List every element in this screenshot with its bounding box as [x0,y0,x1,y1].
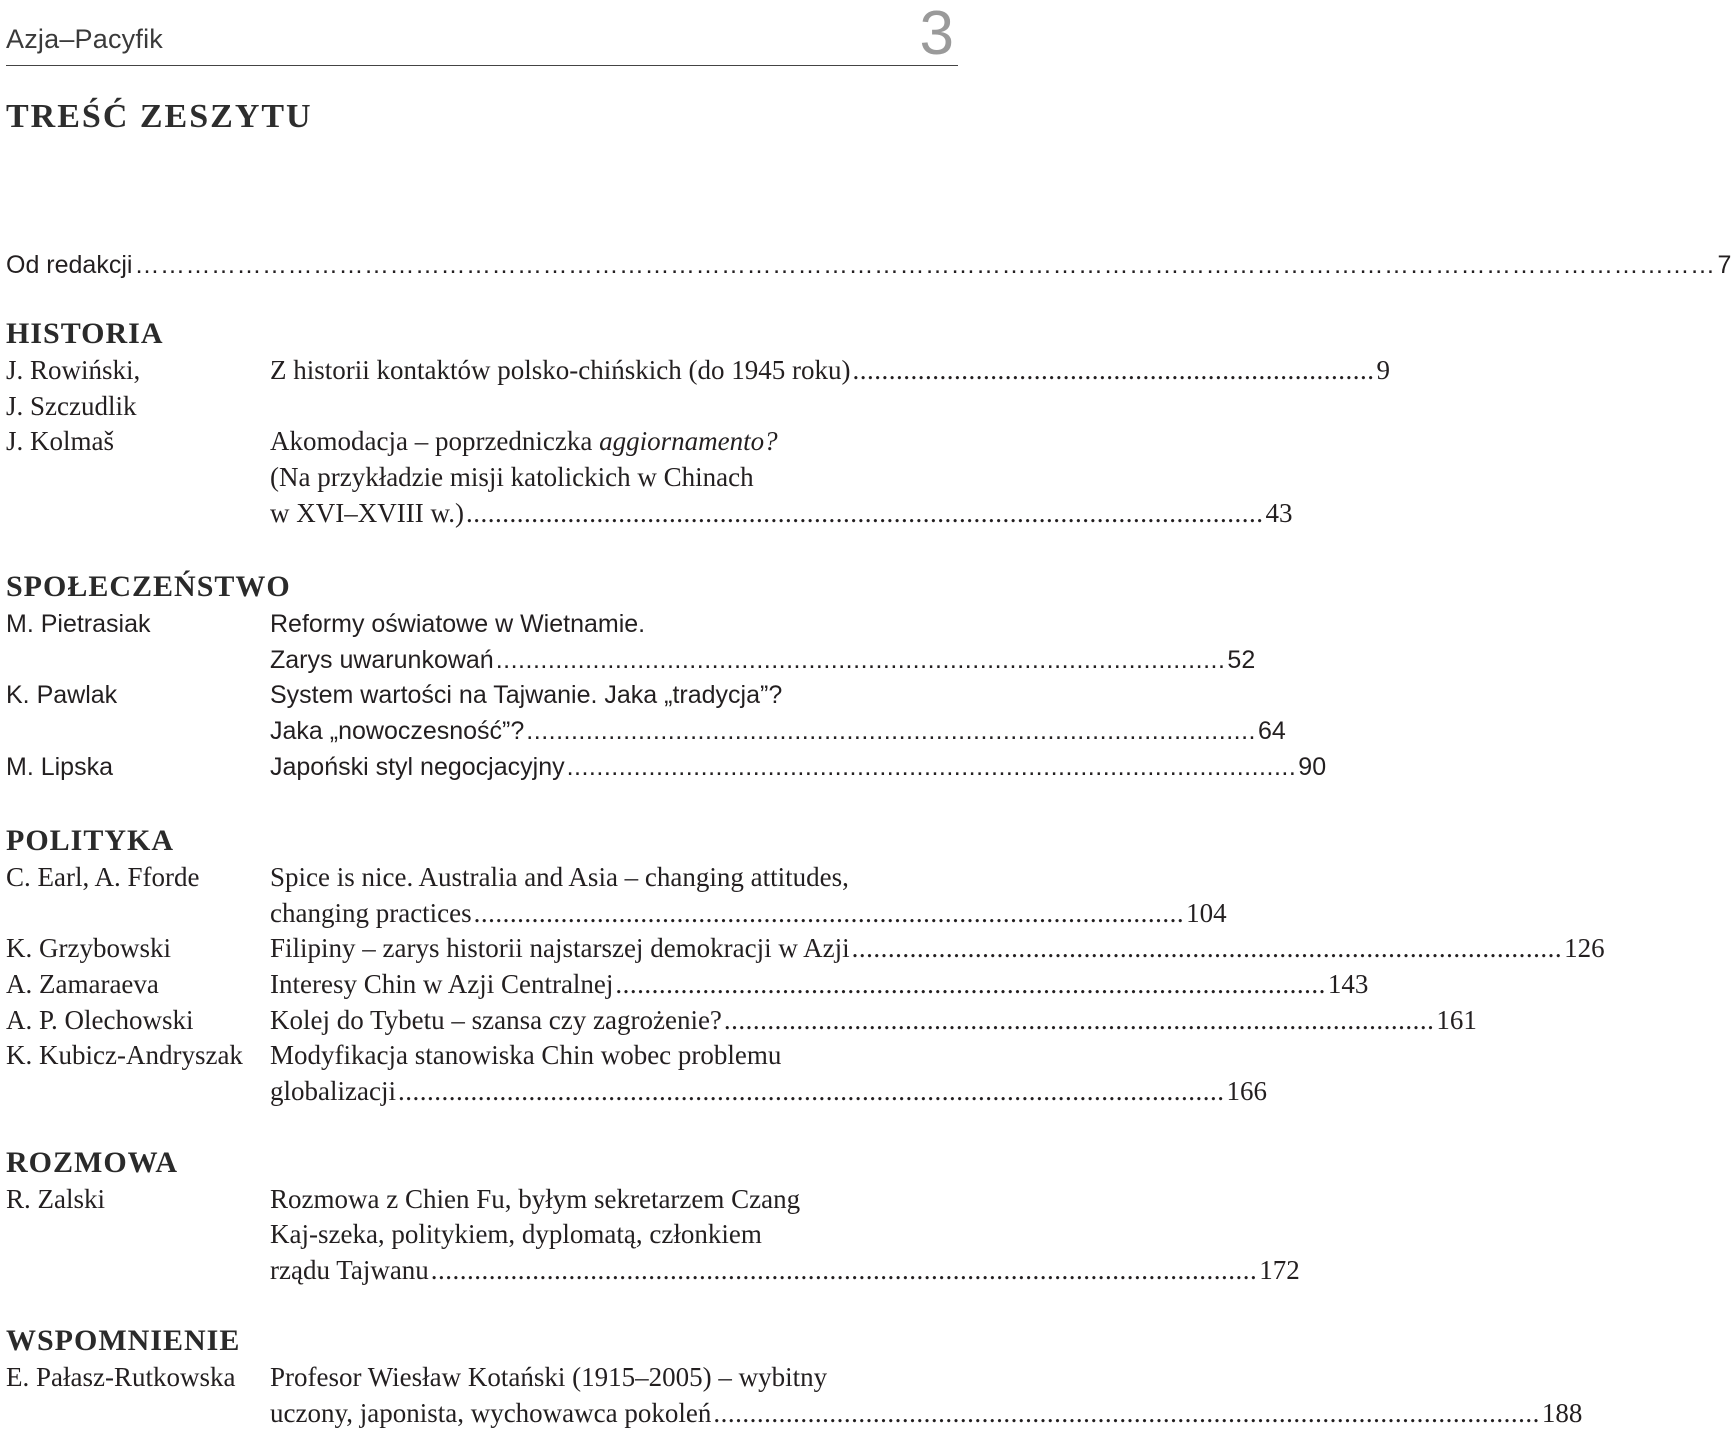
toc-entry[interactable] [270,895,1227,931]
toc-row [0,606,960,642]
toc-leader: .................................................................................................. [473,898,1185,928]
toc-entry[interactable] [270,495,1293,531]
section-heading-historia: HISTORIA [6,317,164,350]
toc-page: 126 [1564,933,1605,963]
toc-title: Filipiny – zarys historii najstarszej demokracji w Azji [270,933,850,963]
toc-entry[interactable] [270,1002,1477,1038]
toc-row [0,388,960,424]
toc-row [0,352,1390,388]
toc-row [0,642,1256,678]
toc-entry[interactable] [270,966,1369,1002]
toc-title: Interesy Chin w Azji Centralnej [270,969,614,999]
toc-author: J. Rowiński, [6,355,141,385]
toc-title-line[interactable]: System wartości na Tajwanie. Jaka „tradycja”? [270,681,783,709]
toc-row [0,1181,960,1217]
toc-leader: .................................................................................................. [615,969,1326,999]
toc-entry[interactable] [6,247,1731,283]
toc-page: 90 [1298,753,1327,781]
section-heading-polityka: POLITYKA [6,824,175,857]
toc-author: R. Zalski [6,1184,105,1214]
toc-leader: .................................................................................................................. [430,1255,1258,1285]
toc-title-line[interactable]: Profesor Wiesław Kotański (1915–2005) – wybitny [270,1362,828,1392]
toc-row [0,930,1605,966]
toc-row [0,859,960,895]
section-heading-wspomnienie: WSPOMNIENIE [6,1324,241,1357]
section-heading-spoleczenstwo: SPOŁECZEŃSTWO [6,570,291,603]
toc-row [0,1073,1267,1109]
toc-page: 7 [1717,251,1731,279]
toc-author: J. Szczudlik [6,391,137,421]
toc-page: 64 [1258,717,1286,745]
toc-page: 188 [1541,1398,1583,1428]
toc-author: A. Zamaraeva [6,969,159,999]
toc-row [0,677,960,713]
toc-title: changing practices [270,898,472,928]
toc-title: Od redakcji [6,251,133,279]
toc-row [0,1359,960,1395]
toc-title-line[interactable]: Modyfikacja stanowiska Chin wobec problemu [270,1040,782,1070]
toc-page: 143 [1327,969,1369,999]
toc-title-line: Kaj-szeka, politykiem, dyplomatą, członkiem [270,1219,762,1249]
toc-row [0,713,1286,749]
toc-title: Kolej do Tybetu – szansa czy zagrożenie? [270,1005,722,1035]
toc-page: 172 [1259,1255,1300,1285]
toc-row [0,423,960,459]
toc-author: A. P. Olechowski [6,1005,194,1035]
toc-entry[interactable] [270,1395,1583,1431]
toc-title: globalizacji [270,1076,396,1106]
toc-page: 104 [1186,898,1227,928]
toc-entry[interactable] [270,1252,1300,1288]
toc-leader: .................................................................................................. [566,753,1297,781]
toc-entry[interactable] [270,713,1286,749]
toc-author: K. Grzybowski [6,933,171,963]
toc-author: E. Pałasz-Rutkowska [6,1362,236,1392]
toc-row [0,1395,1583,1431]
page-title: TREŚĆ ZESZYTU [6,98,313,135]
toc-title: Japoński styl negocjacyjny [270,753,565,781]
toc-entry[interactable] [270,749,1327,785]
toc-entry[interactable] [270,642,1256,678]
toc-row [0,749,1327,785]
page-number: 3 [919,0,954,68]
toc-title-line[interactable]: Akomodacja – poprzedniczka aggiornamento? [270,426,778,456]
toc-leader: .............................................................................................................. [465,498,1264,528]
toc-leader: .................................................................................................. [723,1005,1435,1035]
toc-title: Jaka „nowoczesność”? [270,717,525,745]
toc-leader: …………………………………………………………………………………………………………………………………………………………………… [134,251,1716,279]
toc-author: K. Kubicz-Andryszak [6,1040,243,1070]
toc-page: 52 [1227,646,1256,674]
toc-author: J. Kolmaš [6,426,114,456]
toc-title-line: (Na przykładzie misji katolickich w Chinach [270,462,754,492]
toc-row [0,1002,1477,1038]
toc-title: uczony, japonista, wychowawca pokoleń [270,1398,712,1428]
toc-entry[interactable] [270,930,1605,966]
toc-title-line[interactable]: Reformy oświatowe w Wietnamie. [270,610,646,638]
toc-row [0,1252,1300,1288]
toc-author: M. Pietrasiak [6,610,151,638]
section-heading-rozmowa: ROZMOWA [6,1146,178,1179]
toc-title: rządu Tajwanu [270,1255,429,1285]
toc-row [0,1037,960,1073]
toc-leader: .................................................................................................. [526,717,1256,745]
toc-title-line[interactable]: Spice is nice. Australia and Asia – changing attitudes, [270,862,849,892]
toc-entry[interactable] [270,352,1390,388]
toc-title-line[interactable]: Rozmowa z Chien Fu, byłym sekretarzem Czang [270,1184,801,1214]
toc-row [0,459,960,495]
toc-title: Z historii kontaktów polsko-chińskich (do 1945 roku) [270,355,851,385]
toc-row-intro [0,247,1731,283]
toc-leader: .................................................................................................. [851,933,1563,963]
toc-row [0,495,1293,531]
toc-page: 166 [1226,1076,1267,1106]
toc-author: K. Pawlak [6,681,118,709]
toc-row [0,1216,960,1252]
toc-row [0,895,1227,931]
toc-leader: .................................................................................................. [495,646,1226,674]
toc-leader: .................................................................................................................. [713,1398,1540,1428]
toc-row [0,966,1369,1002]
header-rule [6,65,958,66]
toc-author: C. Earl, A. Fforde [6,862,200,892]
toc-page: 9 [1376,355,1390,385]
toc-entry[interactable] [270,1073,1267,1109]
toc-title-italic: aggiornamento? [599,426,778,456]
toc-leader: ........................................................................ [852,355,1375,385]
toc-title: Zarys uwarunkowań [270,646,494,674]
toc-leader: .................................................................................................................. [397,1076,1225,1106]
toc-page: 43 [1265,498,1293,528]
toc-title: w XVI–XVIII w.) [270,498,464,528]
journal-name: Azja–Pacyfik [6,24,163,54]
toc-author: M. Lipska [6,753,113,781]
toc-page: 161 [1436,1005,1477,1035]
